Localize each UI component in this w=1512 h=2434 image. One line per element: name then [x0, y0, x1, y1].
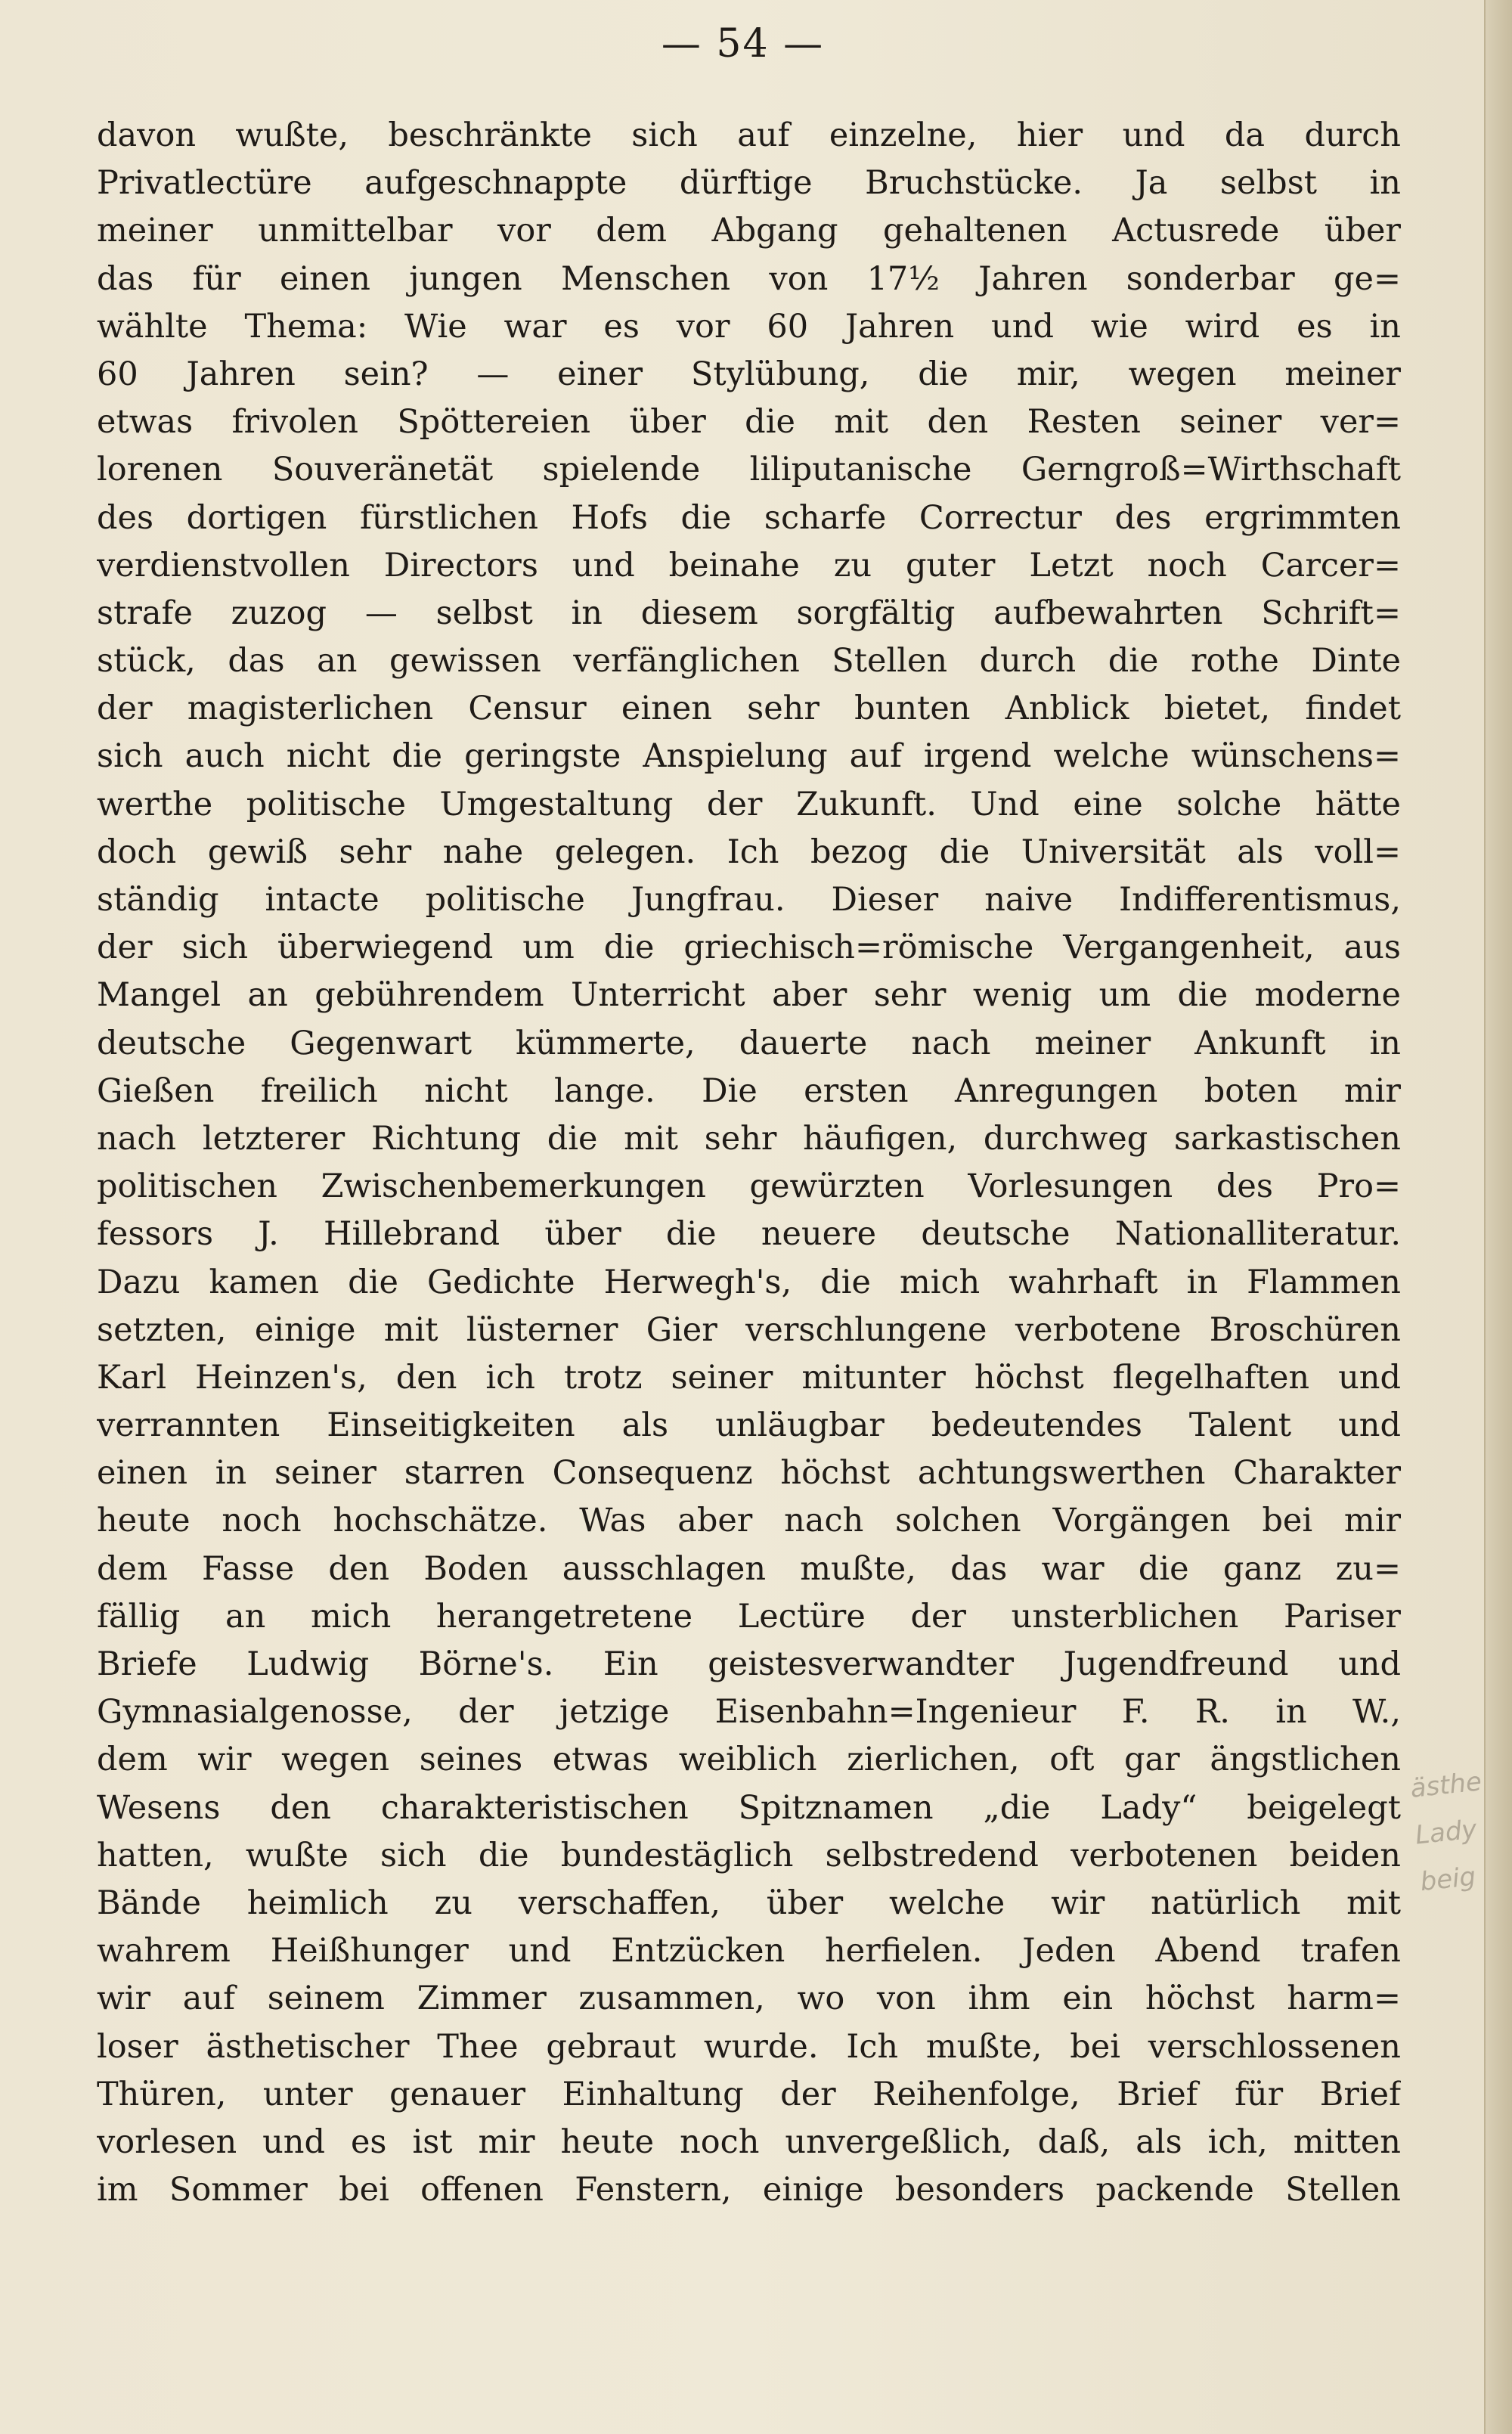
- text-line: 60 Jahren sein? — einer Stylübung, die mir, wegen meiner: [97, 355, 1401, 393]
- text-line: einen in seiner starren Consequenz höchst achtungswerthen Charakter: [97, 1454, 1401, 1493]
- text-line: Gymnasialgenosse, der jetzige Eisenbahn=Ingenieur F. R. in W.,: [97, 1693, 1401, 1732]
- text-line: doch gewiß sehr nahe gelegen. Ich bezog die Universität als voll=: [97, 833, 1401, 871]
- page-edge: [1484, 0, 1512, 2434]
- page-number: — 54 —: [661, 21, 825, 67]
- text-line: lorenen Souveränetät spielende liliputanische Gerngroß=Wirthschaft: [97, 451, 1401, 489]
- text-line: heute noch hochschätze. Was aber nach solchen Vorgängen bei mir: [97, 1502, 1401, 1540]
- text-line: hatten, wußte sich die bundestäglich selbstredend verbotenen beiden: [97, 1836, 1401, 1874]
- text-line: verrannten Einseitigkeiten als unläugbar bedeutendes Talent und: [97, 1406, 1401, 1445]
- text-line: fessors J. Hillebrand über die neuere deutsche Nationalliteratur.: [97, 1215, 1401, 1254]
- text-line: der sich überwiegend um die griechisch=römische Vergangenheit, aus: [97, 929, 1401, 967]
- text-line: loser ästhetischer Thee gebraut wurde. Ich mußte, bei verschlossenen: [97, 2027, 1401, 2066]
- text-line: des dortigen fürstlichen Hofs die scharfe Correctur des ergrimmten: [97, 498, 1401, 537]
- text-line: wir auf seinem Zimmer zusammen, wo von ihm ein höchst harm=: [97, 1980, 1401, 2018]
- text-line: strafe zuzog — selbst in diesem sorgfältig aufbewahrten Schrift=: [97, 594, 1401, 632]
- text-line: nach letzterer Richtung die mit sehr häufigen, durchweg sarkastischen: [97, 1119, 1401, 1158]
- text-line: dem Fasse den Boden ausschlagen mußte, das war die ganz zu=: [97, 1549, 1401, 1588]
- text-line: Gießen freilich nicht lange. Die ersten Anregungen boten mir: [97, 1071, 1401, 1110]
- text-line: fällig an mich herangetretene Lectüre der unsterblichen Pariser: [97, 1597, 1401, 1636]
- text-line: etwas frivolen Spöttereien über die mit den Resten seiner ver=: [97, 403, 1401, 442]
- text-line: verdienstvollen Directors und beinahe zu guter Letzt noch Carcer=: [97, 546, 1401, 584]
- text-line: der magisterlichen Censur einen sehr bunten Anblick bietet, findet: [97, 690, 1401, 728]
- text-line: das für einen jungen Menschen von 17½ Jahren sonderbar ge=: [97, 259, 1401, 298]
- text-line: wahrem Heißhunger und Entzücken herfielen. Jeden Abend trafen: [97, 1932, 1401, 1970]
- text-line: werthe politische Umgestaltung der Zukunft. Und eine solche hätte: [97, 785, 1401, 823]
- text-line: setzten, einige mit lüsterner Gier verschlungene verbotene Broschüren: [97, 1310, 1401, 1349]
- text-line: stück, das an gewissen verfänglichen Stellen durch die rothe Dinte: [97, 642, 1401, 681]
- text-line: Wesens den charakteristischen Spitznamen „die Lady“ beigelegt: [97, 1788, 1401, 1827]
- body-text: [97, 112, 1401, 2214]
- text-line: dem wir wegen seines etwas weiblich zierlichen, oft gar ängstlichen: [97, 1741, 1401, 1779]
- text-line: Briefe Ludwig Börne's. Ein geistesverwandter Jugendfreund und: [97, 1645, 1401, 1683]
- text-line: Mangel an gebührendem Unterricht aber sehr wenig um die moderne: [97, 976, 1401, 1015]
- text-line: im Sommer bei offenen Fenstern, einige besonders packende Stellen: [97, 2171, 1401, 2209]
- text-line: wählte Thema: Wie war es vor 60 Jahren und wie wird es in: [97, 307, 1401, 346]
- text-line: sich auch nicht die geringste Anspielung auf irgend welche wünschens=: [97, 737, 1401, 776]
- text-line: Privatlectüre aufgeschnappte dürftige Bruchstücke. Ja selbst in: [97, 164, 1401, 203]
- text-line: vorlesen und es ist mir heute noch unvergeßlich, daß, als ich, mitten: [97, 2122, 1401, 2161]
- text-line: ständig intacte politische Jungfrau. Dieser naive Indifferentismus,: [97, 881, 1401, 919]
- text-line: deutsche Gegenwart kümmerte, dauerte nach meiner Ankunft in: [97, 1024, 1401, 1062]
- margin-note: ästhe: [1408, 1766, 1483, 1804]
- margin-note: Lady: [1414, 1814, 1479, 1851]
- text-line: Karl Heinzen's, den ich trotz seiner mitunter höchst flegelhaften und: [97, 1358, 1401, 1397]
- text-line: Thüren, unter genauer Einhaltung der Reihenfolge, Brief für Brief: [97, 2075, 1401, 2113]
- text-line: politischen Zwischenbemerkungen gewürzten Vorlesungen des Pro=: [97, 1167, 1401, 1206]
- handwritten-margin-notes: [1408, 1759, 1491, 1905]
- text-line: Dazu kamen die Gedichte Herwegh's, die mich wahrhaft in Flammen: [97, 1263, 1401, 1301]
- margin-note: beig: [1418, 1861, 1477, 1898]
- text-line: meiner unmittelbar vor dem Abgang gehaltenen Actusrede über: [97, 212, 1401, 250]
- text-line: Bände heimlich zu verschaffen, über welche wir natürlich mit: [97, 1884, 1401, 1922]
- text-line: davon wußte, beschränkte sich auf einzelne, hier und da durch: [97, 116, 1401, 154]
